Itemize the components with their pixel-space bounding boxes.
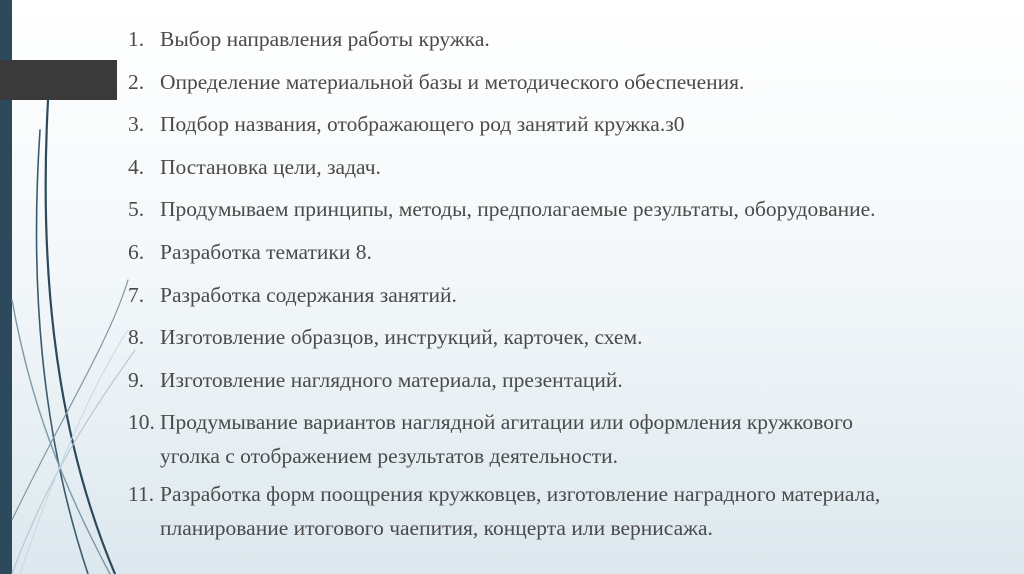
list-item (128, 363, 1024, 397)
item-text: Продумывание вариантов наглядной агитации или оформления кружкового (160, 410, 853, 435)
item-text: Разработка тематики 8. (160, 239, 372, 264)
list-item (128, 235, 1024, 269)
list-item (128, 150, 1024, 184)
item-number: 4. (128, 154, 145, 179)
list-item (128, 107, 1024, 141)
list-item (128, 405, 1024, 473)
list-item (128, 22, 1024, 56)
list-item (128, 320, 1024, 354)
item-text: Изготовление наглядного материала, презентаций. (160, 367, 623, 392)
item-text-continued: планирование итогового чаепития, концерта или вернисажа. (160, 516, 713, 541)
item-text: Разработка форм поощрения кружковцев, изготовление наградного материала, (160, 482, 881, 507)
item-text-continued: уголка с отображением результатов деятельности. (160, 444, 618, 469)
list-item (128, 192, 1024, 226)
item-text: Определение материальной базы и методического обеспечения. (160, 69, 745, 94)
deco-curve-4 (12, 280, 128, 520)
deco-curve-2 (36, 130, 88, 574)
item-number: 11. (128, 482, 155, 507)
deco-curve-1 (46, 100, 115, 574)
item-text: Продумываем принципы, методы, предполагаемые результаты, оборудование. (160, 197, 876, 222)
item-number: 2. (128, 69, 145, 94)
agenda-list (128, 22, 1024, 549)
item-text: Изготовление образцов, инструкций, карточек, схем. (160, 325, 643, 350)
item-number: 7. (128, 282, 145, 307)
item-number: 9. (128, 367, 145, 392)
deco-curve-3 (12, 300, 110, 574)
list-item (128, 65, 1024, 99)
item-number: 6. (128, 239, 145, 264)
item-number: 3. (128, 112, 145, 137)
item-text: Разработка содержания занятий. (160, 282, 457, 307)
item-text: Постановка цели, задач. (160, 154, 381, 179)
list-item (128, 278, 1024, 312)
item-number: 8. (128, 325, 145, 350)
item-text: Подбор названия, отображающего род занятий кружка.з0 (160, 112, 685, 137)
item-number: 10. (128, 410, 155, 435)
list-item (128, 477, 1024, 545)
item-text: Выбор направления работы кружка. (160, 27, 490, 51)
left-accent-tab (0, 60, 117, 100)
item-number: 5. (128, 197, 145, 222)
deco-curve-5 (12, 350, 135, 574)
item-number: 1. (128, 27, 145, 51)
deco-curve-6 (20, 330, 128, 574)
